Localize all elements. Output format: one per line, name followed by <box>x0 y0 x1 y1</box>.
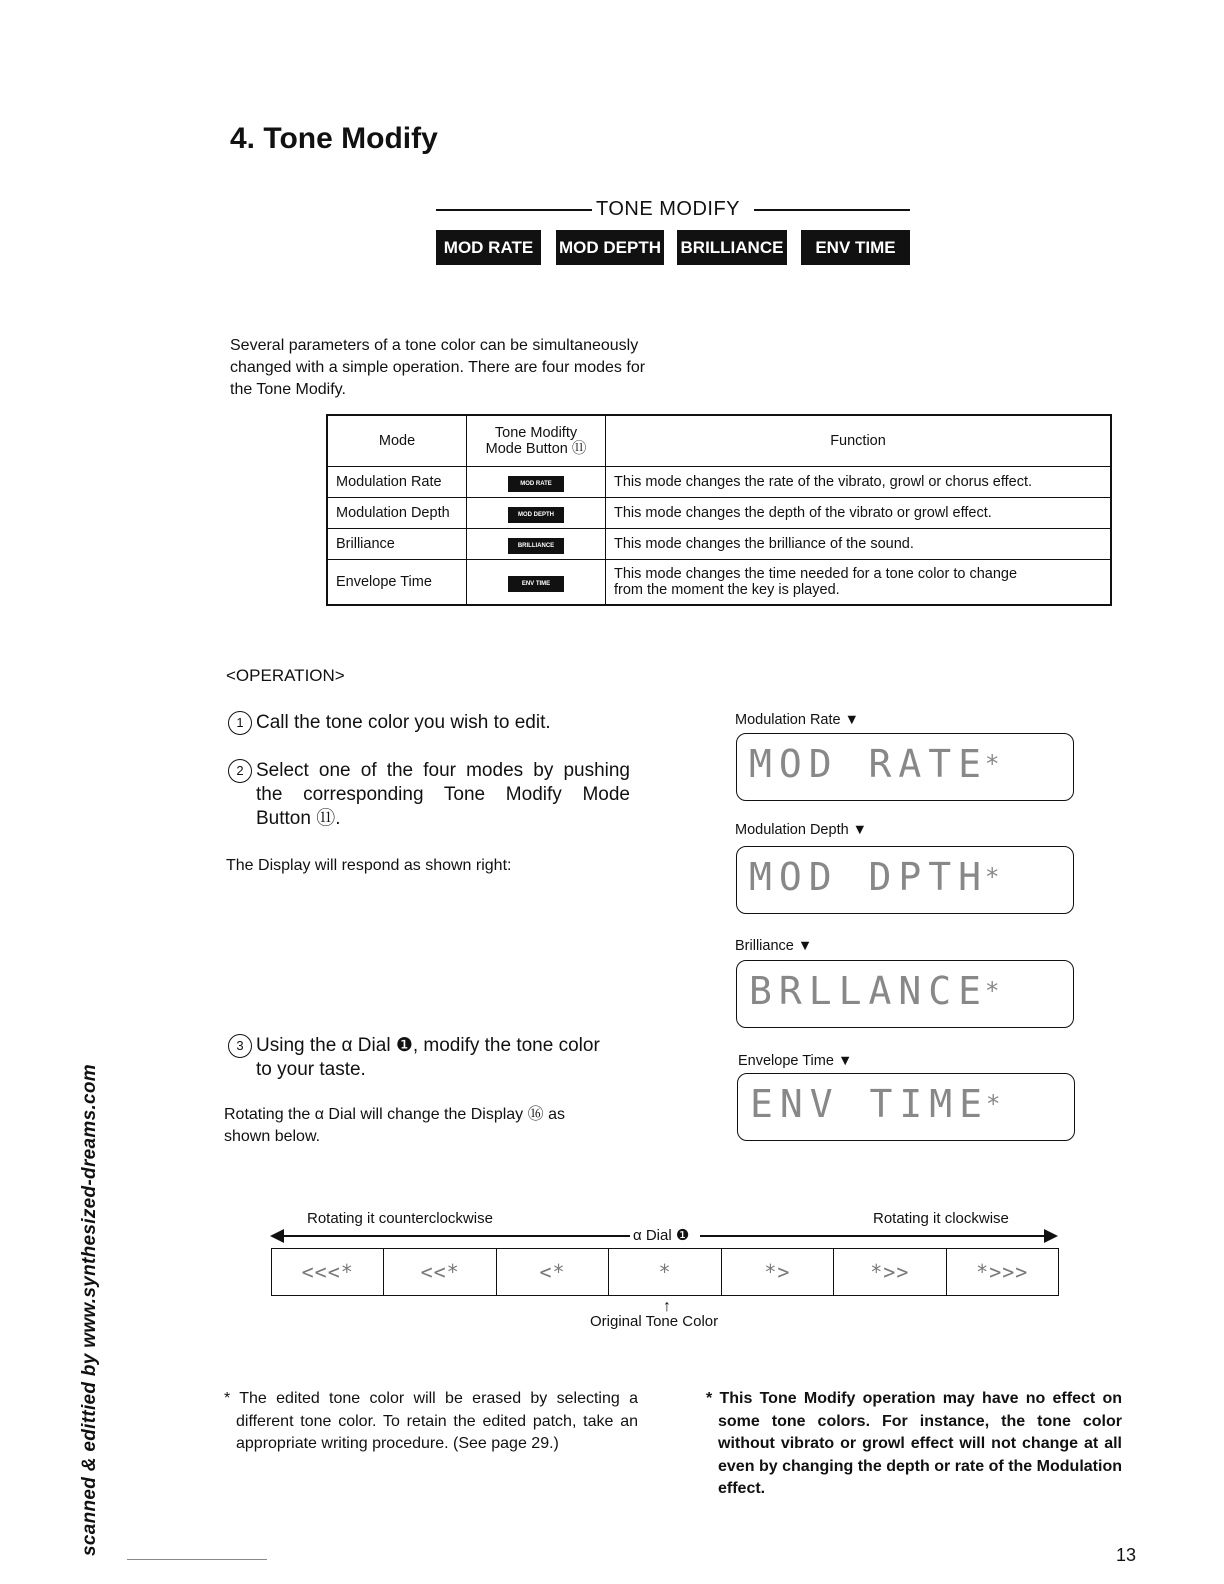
mode-cell: Modulation Depth <box>327 498 467 529</box>
sequence-cell: *>>> <box>976 1260 1029 1284</box>
original-tone-color-label: Original Tone Color <box>590 1313 719 1330</box>
mod-depth-mini-button: MOD DEPTH <box>508 507 564 523</box>
function-cell: This mode changes the time needed for a tone color to change from the moment the key is played. <box>606 560 1112 606</box>
alpha-dial-label: α Dial ❶ <box>633 1227 690 1244</box>
footer-rule <box>127 1559 267 1560</box>
clockwise-label: Rotating it clockwise <box>873 1210 1009 1227</box>
mode-cell: Envelope Time <box>327 560 467 606</box>
display-label-env-time: Envelope Time ▼ <box>738 1053 853 1069</box>
mod-depth-button[interactable]: MOD DEPTH <box>556 230 664 265</box>
footnote-left: * The edited tone color will be erased by selecting a different tone color. To retain the edited patch, take an appropriate writing procedure. (See page 29.) <box>224 1390 638 1452</box>
intro-paragraph: Several parameters of a tone color can be simultaneously changed with a simple operation. There are four modes for the Tone Modify. <box>230 337 646 398</box>
display-label-brilliance: Brilliance ▼ <box>735 938 813 954</box>
brilliance-button[interactable]: BRILLIANCE <box>677 230 787 265</box>
table-row <box>327 529 1111 560</box>
function-cell: This mode changes the depth of the vibrato or growl effect. <box>606 498 1112 529</box>
table-row <box>327 560 1111 606</box>
sequence-cell: <<<* <box>272 1249 384 1295</box>
step-number: 2 <box>228 759 252 783</box>
operation-title: <OPERATION> <box>226 666 345 685</box>
lcd-text: ENV TIME <box>750 1082 990 1126</box>
dial-note: Rotating the α Dial will change the Display ⑯ as shown below. <box>224 1106 565 1145</box>
header-function: Function <box>606 415 1112 467</box>
lcd-display-env-time <box>737 1073 1075 1141</box>
up-arrow-icon: ↑ <box>663 1298 671 1315</box>
lcd-text: MOD RATE <box>749 742 989 786</box>
env-time-button[interactable]: ENV TIME <box>801 230 910 265</box>
table-row <box>327 467 1111 498</box>
table-row <box>327 498 1111 529</box>
header-mode: Mode <box>327 415 467 467</box>
sequence-cell: <* <box>497 1249 609 1295</box>
sequence-cell: * <box>609 1249 721 1295</box>
lcd-star-icon: * <box>986 1090 1001 1118</box>
brilliance-mini-button: BRILLIANCE <box>508 538 564 554</box>
dial-line-left <box>282 1235 630 1237</box>
lcd-star-icon: * <box>985 977 1000 1005</box>
env-time-mini-button: ENV TIME <box>508 576 564 592</box>
lcd-star-icon: * <box>985 750 1000 778</box>
mode-cell: Modulation Rate <box>327 467 467 498</box>
header-button-ref: ⑪ <box>571 441 587 457</box>
sequence-cell: *>> <box>834 1249 946 1295</box>
dial-sequence <box>271 1248 1059 1296</box>
counterclockwise-label: Rotating it counterclockwise <box>307 1210 493 1227</box>
sequence-cell: *> <box>722 1249 834 1295</box>
display-label-mod-rate: Modulation Rate ▼ <box>735 712 859 728</box>
lcd-display-mod-rate <box>736 733 1074 801</box>
mode-table <box>326 414 1112 606</box>
watermark: scanned & edittied by www.synthesized-dreams.com <box>79 1064 100 1556</box>
lcd-star-icon: * <box>985 863 1000 891</box>
mod-rate-button[interactable]: MOD RATE <box>436 230 541 265</box>
page-number: 13 <box>1116 1545 1137 1565</box>
step-number: 3 <box>228 1034 252 1058</box>
lcd-display-brilliance <box>736 960 1074 1028</box>
arrow-right-icon <box>1044 1229 1058 1243</box>
mod-rate-mini-button: MOD RATE <box>508 476 564 492</box>
tone-modify-panel-title: TONE MODIFY <box>596 198 741 220</box>
display-note: The Display will respond as shown right: <box>226 857 512 874</box>
lcd-display-mod-depth <box>736 846 1074 914</box>
function-cell: This mode changes the brilliance of the sound. <box>606 529 1112 560</box>
header-button-line2: Mode Button <box>485 441 568 457</box>
footnote-right: * This Tone Modify operation may have no effect on some tone colors. For instance, the tone color without vibrato or growl effect will not change at all even by changing the depth or rate of the Modulation effect. <box>706 1390 1122 1497</box>
lcd-text: MOD DPTH <box>749 855 989 899</box>
header-button-line1: Tone Modifty <box>494 425 578 441</box>
sequence-cell: <<* <box>384 1249 496 1295</box>
dial-line-right <box>700 1235 1046 1237</box>
panel-rule-right <box>754 209 910 211</box>
step-number: 1 <box>228 711 252 735</box>
lcd-text: BRLLANCE <box>749 969 989 1013</box>
function-cell: This mode changes the rate of the vibrato, growl or chorus effect. <box>606 467 1112 498</box>
page-title: 4. Tone Modify <box>230 122 438 155</box>
mode-cell: Brilliance <box>327 529 467 560</box>
panel-rule-left <box>436 209 592 211</box>
display-label-mod-depth: Modulation Depth ▼ <box>735 822 868 838</box>
header-mode-button <box>467 415 606 467</box>
step-text: Call the tone color you wish to edit. <box>256 712 551 733</box>
